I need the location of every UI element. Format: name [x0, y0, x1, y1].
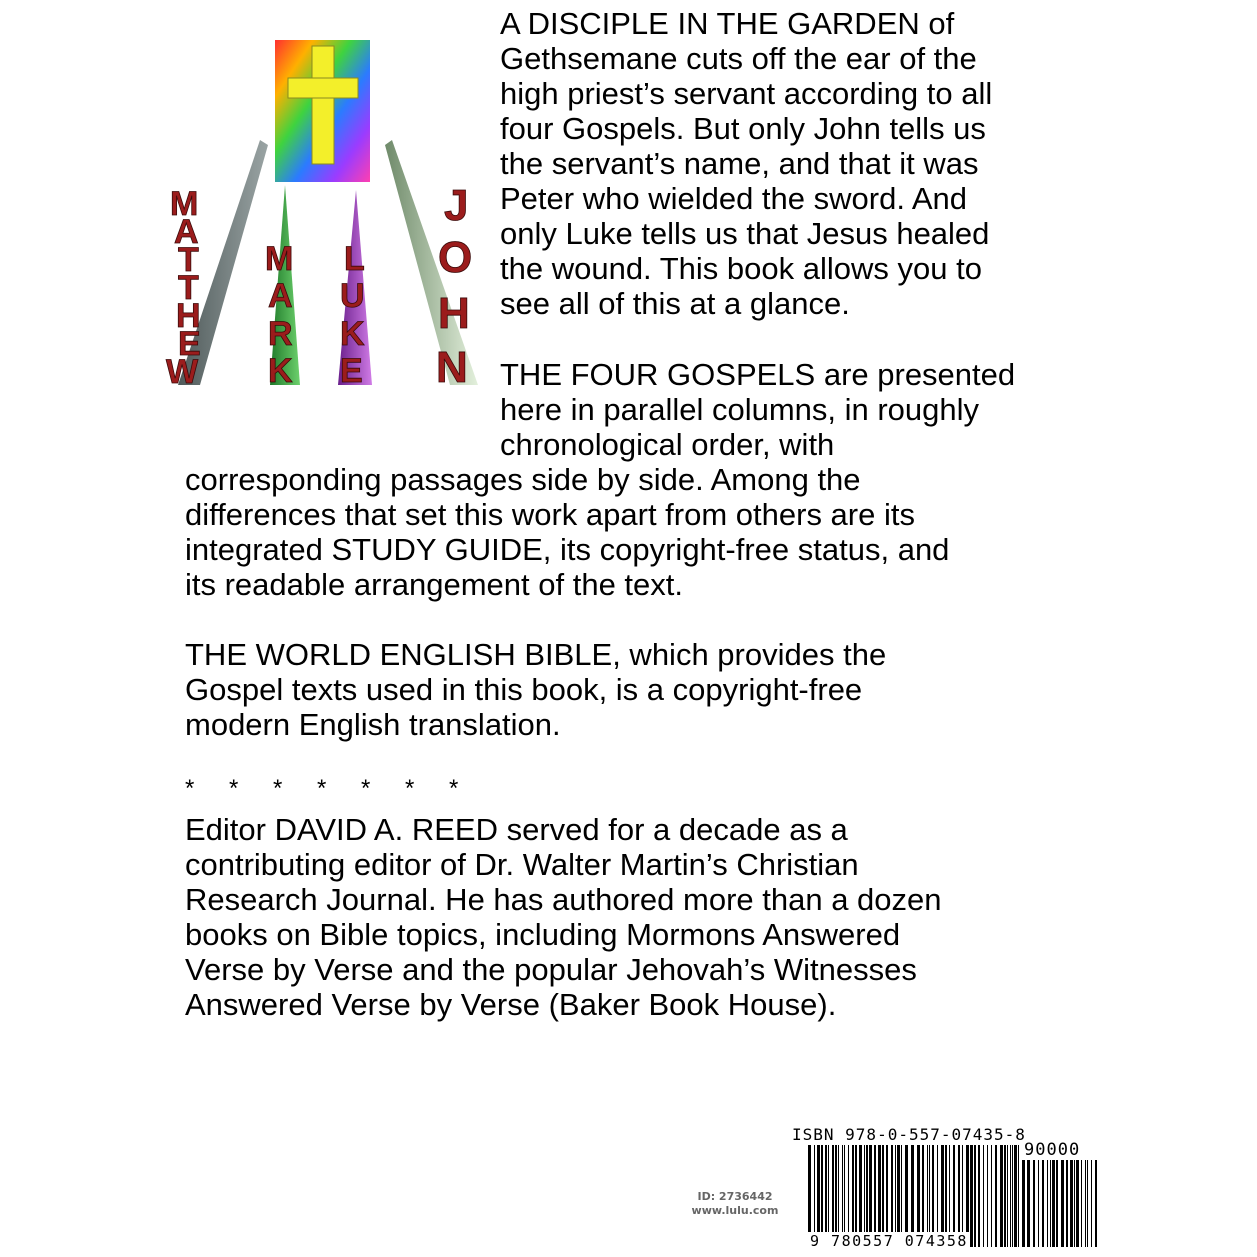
text-line: differences that set this work apart from others are its — [185, 497, 915, 532]
luke-letter: E — [340, 352, 363, 390]
barcode-bar — [1027, 1160, 1030, 1247]
barcode-bar — [1050, 1160, 1051, 1247]
barcode-bar — [970, 1145, 973, 1247]
publisher-url: www.lulu.com — [691, 1204, 779, 1217]
john-letter: N — [436, 343, 468, 390]
text-line: Peter who wielded the sword. And — [500, 181, 967, 216]
blurb-paragraph-3 — [185, 637, 1085, 742]
text-line: Gospel texts used in this book, is a copyright-free — [185, 672, 863, 707]
barcode-bar — [1081, 1160, 1082, 1247]
publisher-id: ID: 2736442 — [697, 1190, 773, 1203]
matthew-letter: T — [178, 241, 199, 279]
barcode-bar — [987, 1145, 988, 1247]
separator: * * * * * * * — [185, 775, 473, 802]
blurb-paragraph-2-top — [500, 357, 1100, 462]
john-letter: O — [438, 233, 473, 282]
barcode-bar — [991, 1145, 992, 1247]
barcode-bar — [1010, 1145, 1011, 1247]
barcode-bar — [1061, 1160, 1064, 1247]
barcode-bar — [983, 1145, 984, 1247]
barcode-bar — [1087, 1160, 1088, 1247]
text-line: see all of this at a glance. — [500, 286, 850, 321]
matthew-letter: H — [176, 297, 201, 335]
text-line: Gethsemane cuts off the ear of the — [500, 41, 977, 76]
isbn-label: ISBN 978-0-557-07435-8 — [792, 1125, 1026, 1144]
price-barcode-graphic — [1022, 1160, 1098, 1247]
text-line: the servant’s name, and that it was — [500, 146, 979, 181]
mark-letter: A — [268, 277, 293, 315]
barcode-bar — [1014, 1145, 1017, 1247]
barcode-bar — [1022, 1160, 1025, 1247]
blurb-paragraph-1 — [500, 6, 1080, 321]
barcode-bar — [1066, 1160, 1068, 1247]
barcode-bar — [1091, 1160, 1092, 1247]
barcode-bar — [1047, 1160, 1048, 1247]
matthew-letter: T — [178, 269, 199, 307]
publisher-info — [676, 1190, 794, 1218]
john-letter: J — [444, 181, 469, 230]
text-line: integrated STUDY GUIDE, its copyright-free status, and — [185, 532, 950, 567]
price-barcode — [1022, 1160, 1098, 1247]
barcode-bar — [1085, 1160, 1086, 1247]
barcode-bar — [974, 1145, 976, 1247]
barcode-bar — [1076, 1160, 1079, 1247]
john-letter: H — [438, 289, 470, 338]
text-line: modern English translation. — [185, 707, 561, 742]
barcode-bar — [1056, 1160, 1058, 1247]
barcode-bar — [1095, 1160, 1097, 1247]
barcode-bar — [1000, 1145, 1003, 1247]
text-line: THE FOUR GOSPELS are presented — [500, 357, 1016, 392]
barcode-bar — [1042, 1160, 1044, 1247]
text-line: the wound. This book allows you to — [500, 251, 982, 286]
luke-letter: L — [344, 240, 365, 278]
barcode-bar — [1007, 1145, 1008, 1247]
barcode-bar — [1038, 1160, 1039, 1247]
mark-letter: M — [265, 240, 294, 278]
matthew-letter: W — [166, 353, 199, 390]
text-line: chronological order, with — [500, 427, 835, 462]
barcode-bar — [978, 1145, 980, 1247]
text-line: Answered Verse by Verse (Baker Book House). — [185, 987, 837, 1022]
mark-letter: R — [268, 315, 293, 353]
text-line: high priest’s servant according to all — [500, 76, 993, 111]
barcode-bar — [1033, 1160, 1035, 1247]
matthew-letter: M — [170, 185, 199, 223]
barcode-bar — [1052, 1160, 1055, 1247]
text-line: corresponding passages side by side. Among the — [185, 462, 861, 497]
gospels-logo — [160, 30, 490, 390]
ean-digits: 9 780557 074358 — [810, 1232, 968, 1250]
text-line: four Gospels. But only John tells us — [500, 111, 986, 146]
barcode-bar — [1018, 1145, 1019, 1247]
barcode-bar — [1004, 1145, 1006, 1247]
text-line: here in parallel columns, in roughly — [500, 392, 980, 427]
gospels-logo-graphic — [160, 30, 490, 390]
text-line: contributing editor of Dr. Walter Martin’s Christian — [185, 847, 859, 882]
barcode-bar — [1070, 1160, 1073, 1247]
text-line: Verse by Verse and the popular Jehovah’s Witnesses — [185, 952, 917, 987]
barcode-bar — [995, 1145, 997, 1247]
text-line: THE WORLD ENGLISH BIBLE, which provides the — [185, 637, 887, 672]
text-line: its readable arrangement of the text. — [185, 567, 684, 602]
mark-letter: K — [268, 352, 293, 390]
luke-letter: U — [340, 277, 365, 315]
barcode-bar — [1074, 1160, 1075, 1247]
editor-bio — [185, 812, 1105, 1022]
blurb-paragraph-2-bottom — [185, 462, 1085, 602]
matthew-letter: E — [178, 325, 201, 363]
matthew-letter: A — [174, 213, 199, 251]
text-line: Research Journal. He has authored more than a dozen — [185, 882, 942, 917]
text-line: only Luke tells us that Jesus healed — [500, 216, 990, 251]
text-line: A DISCIPLE IN THE GARDEN of — [500, 6, 955, 41]
barcode-bar — [1012, 1145, 1013, 1247]
price-code: 90000 — [1024, 1140, 1081, 1160]
text-line: Editor DAVID A. REED served for a decade as a — [185, 812, 848, 847]
text-line: books on Bible topics, including Mormons Answered — [185, 917, 901, 952]
luke-letter: K — [340, 315, 365, 353]
